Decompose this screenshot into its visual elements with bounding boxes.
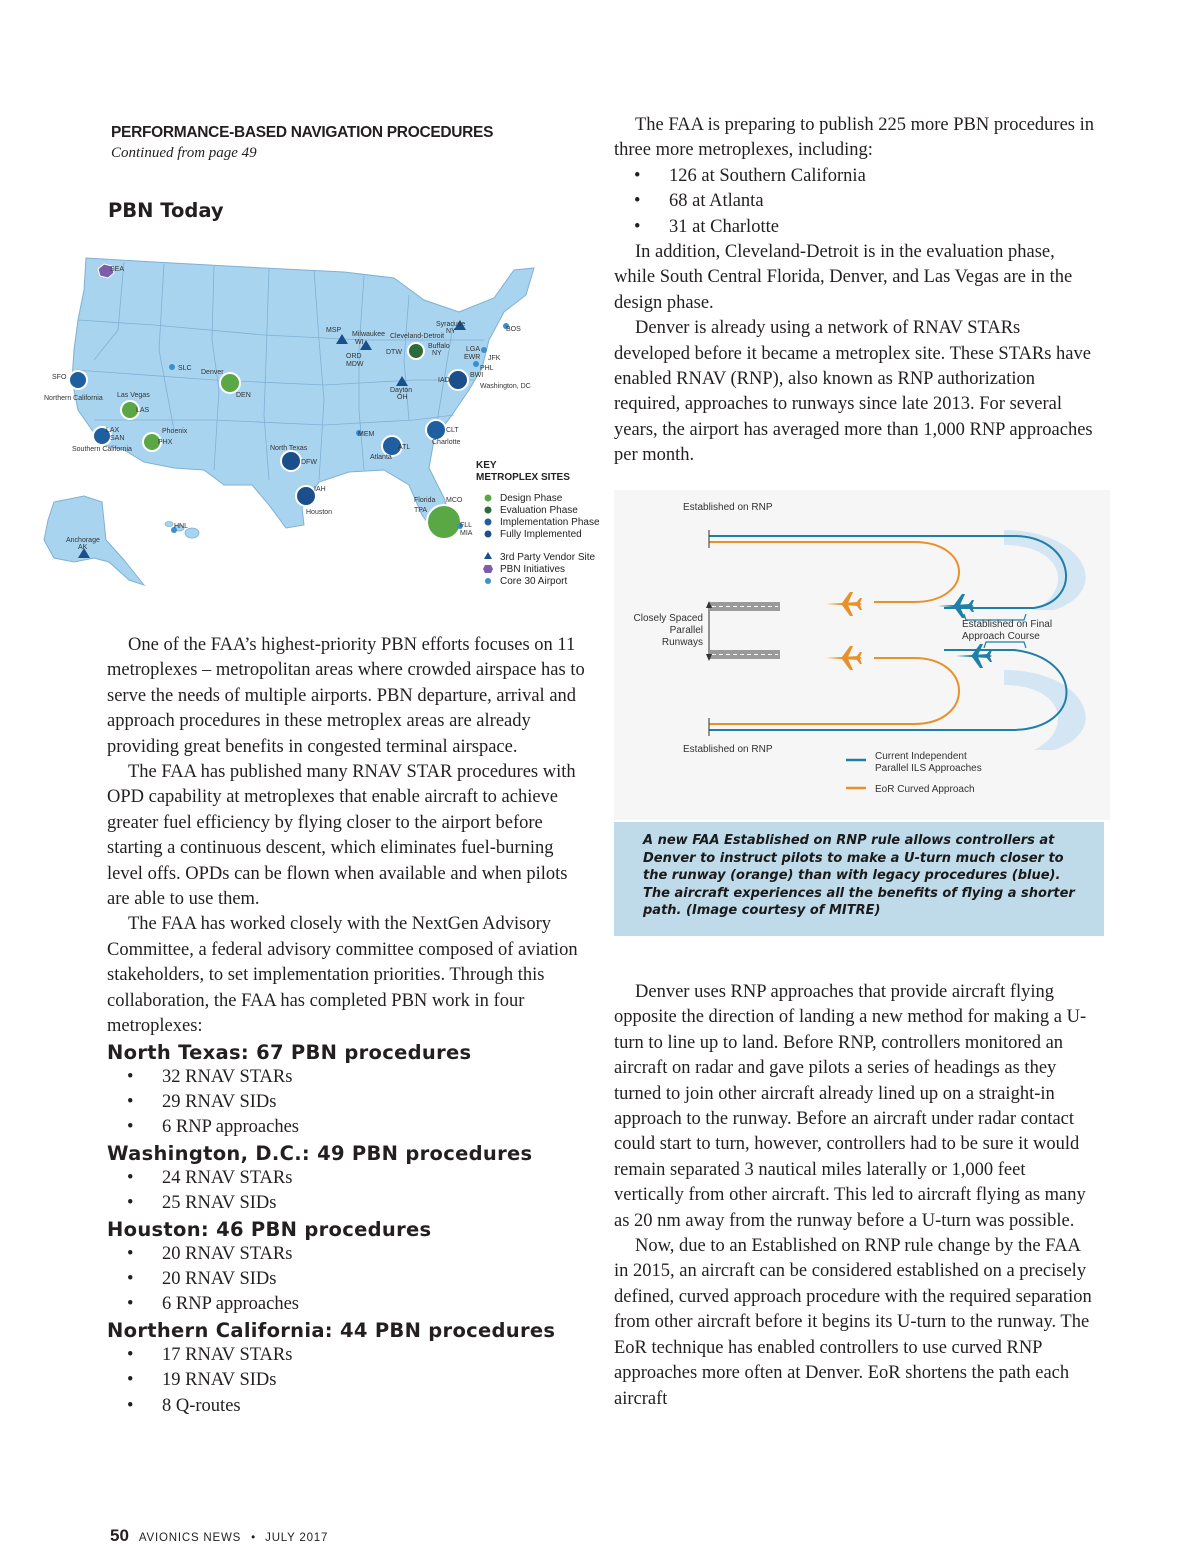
paragraph: In addition, Cleveland-Detroit is in the evaluation phase, while South Central Florida, Denver, and Las Vegas are in the design phase.: [614, 242, 1073, 313]
svg-text:MCO: MCO: [446, 497, 463, 504]
final-label-2: Approach Course: [962, 631, 1040, 642]
svg-text:JFK: JFK: [488, 355, 501, 362]
svg-text:SFO: SFO: [52, 374, 67, 381]
svg-text:Las Vegas: Las Vegas: [117, 392, 150, 399]
svg-text:Southern California: Southern California: [72, 446, 132, 453]
svg-text:AK: AK: [78, 544, 88, 551]
svg-text:Houston: Houston: [306, 509, 333, 516]
metroplex-norcal: [69, 371, 87, 389]
legend-vendor-site: [484, 552, 595, 563]
svg-text:MDW: MDW: [346, 361, 364, 368]
issue-date: JULY 2017: [265, 1532, 329, 1544]
core30-slc: [169, 364, 175, 370]
list-item: • 29 RNAV SIDs: [107, 1090, 585, 1115]
list-item: • 31 at Charlotte: [614, 215, 1094, 240]
legend-implementation-phase: [485, 517, 600, 528]
final-label-1: Established on Final: [962, 619, 1053, 630]
legend-pbn-initiatives: [483, 564, 565, 575]
metroplex-list: [614, 164, 1094, 240]
metroplex-den: [220, 373, 240, 393]
svg-text:MSP: MSP: [326, 327, 342, 334]
svg-text:Washington, DC: Washington, DC: [480, 383, 531, 390]
svg-text:CLT: CLT: [446, 427, 459, 434]
publication-name: AVIONICS NEWS: [138, 1532, 242, 1544]
list-item: • 19 RNAV SIDs: [107, 1368, 585, 1393]
svg-text:METROPLEX SITES: METROPLEX SITES: [476, 472, 570, 483]
metroplex-iah: [296, 486, 316, 506]
legend-blue-label-1: Current Independent: [875, 751, 967, 762]
map-key: [476, 460, 600, 587]
list-item: • 126 at Southern California: [614, 164, 1094, 189]
metroplex-dc: [448, 370, 468, 390]
metroplex-dfw: [281, 451, 301, 471]
svg-text:SAN: SAN: [110, 435, 125, 442]
svg-text:IAD: IAD: [438, 377, 450, 384]
svg-text:Anchorage: Anchorage: [66, 537, 100, 544]
section-kicker: PERFORMANCE-BASED NAVIGATION PROCEDURES: [111, 124, 494, 141]
group-heading-northern-california: Northern California: 44 PBN procedures: [107, 1318, 556, 1342]
svg-text:Northern California: Northern California: [44, 395, 103, 402]
svg-text:MIA: MIA: [460, 530, 473, 537]
core30-jfk: [481, 347, 487, 353]
paragraph: The FAA has worked closely with the NextGen Advisory Committee, a federal advisory committee composed of aviation stakeholders, to set implementation priorities. Through this collaboration, the FAA has completed PBN work in four metroplexes:: [107, 914, 578, 1037]
legend-orange-label: EoR Curved Approach: [875, 784, 975, 795]
paragraph: The FAA is preparing to publish 225 more PBN procedures in three more metroplexes, including:: [614, 115, 1095, 161]
list-item: • 6 RNP approaches: [107, 1292, 585, 1317]
legend-design-phase: [485, 493, 563, 504]
houston-list: [107, 1242, 585, 1318]
svg-text:Fully Implemented: Fully Implemented: [500, 529, 582, 540]
left-column-text: [107, 633, 585, 1419]
paragraph: Denver uses RNP approaches that provide aircraft flying opposite the direction of landing a new method for making a U-turn to line up to land. Before RNP, controllers monitored an aircraft on radar and gave pilots a series of headings as they turned to join other aircraft already lined up on a straight-in approach to the runway. Before an aircraft under radar contact could start to turn, however, controllers had to be sure it would remain separated 3 nautical miles laterally or 1,000 feet vertically from other aircraft. This led to aircraft flying as many as 20 nm away from the runway before a U-turn was possible.: [614, 982, 1087, 1231]
svg-text:Florida: Florida: [414, 497, 436, 504]
svg-text:KEY: KEY: [476, 460, 497, 471]
svg-text:Milwaukee: Milwaukee: [352, 331, 386, 338]
group-heading-washington: Washington, D.C.: 49 PBN procedures: [107, 1141, 533, 1165]
metroplex-clt: [426, 420, 446, 440]
established-bottom-label: Established on RNP: [683, 744, 773, 755]
svg-text:BOS: BOS: [506, 326, 521, 333]
svg-text:PBN Initiatives: PBN Initiatives: [500, 564, 566, 575]
svg-text:NY: NY: [446, 328, 456, 335]
svg-text:Denver: Denver: [201, 369, 224, 376]
figure-caption: A new FAA Established on RNP rule allows controllers at Denver to instruct pilots to make a U-turn much closer to the runway (orange) than with legacy procedures (blue). The aircraft experiences all the benefits of flying a shorter path. (Image courtesy of MITRE): [614, 822, 1104, 936]
washington-list: [107, 1166, 585, 1217]
page-number: 50: [110, 1526, 129, 1545]
svg-text:DFW: DFW: [301, 459, 317, 466]
group-heading-north-texas: North Texas: 67 PBN procedures: [107, 1040, 472, 1064]
group-heading-houston: Houston: 46 PBN procedures: [107, 1217, 432, 1241]
legend-fully-implemented: [485, 529, 582, 540]
northern-california-list: [107, 1343, 585, 1419]
closely-label-3: Runways: [661, 637, 703, 648]
metroplex-cle-det: [408, 343, 424, 359]
legend-blue-label-2: Parallel ILS Approaches: [875, 763, 982, 774]
eor-approach-diagram: [614, 490, 1110, 820]
list-item: • 17 RNAV STARs: [107, 1343, 585, 1368]
svg-text:Design Phase: Design Phase: [500, 493, 563, 504]
svg-text:WI: WI: [355, 339, 364, 346]
svg-text:Charlotte: Charlotte: [432, 439, 461, 446]
list-item: • 68 at Atlanta: [614, 189, 1094, 214]
svg-text:ORD: ORD: [346, 353, 362, 360]
closely-label-2: Parallel: [669, 625, 703, 636]
legend-evaluation-phase: [485, 505, 579, 516]
paragraph: Now, due to an Established on RNP rule change by the FAA in 2015, an aircraft can be considered established on a precisely defined, curved approach procedure with the required separation from other aircraft before it begins its U-turn to the runway. The EoR technique has enabled controllers to use curved RNP approaches more often at Denver. EoR shortens the path each aircraft: [614, 1236, 1092, 1409]
svg-text:Evaluation Phase: Evaluation Phase: [500, 505, 578, 516]
svg-text:LAX: LAX: [106, 427, 120, 434]
svg-text:Cleveland-Detroit: Cleveland-Detroit: [390, 333, 445, 340]
svg-text:MEM: MEM: [358, 431, 375, 438]
svg-text:BWI: BWI: [470, 372, 484, 379]
svg-text:Buffalo: Buffalo: [428, 343, 450, 350]
svg-text:3rd Party Vendor Site: 3rd Party Vendor Site: [500, 552, 596, 563]
continued-note: Continued from page 49: [111, 145, 257, 161]
right-column-bottom-text: [614, 980, 1094, 1412]
list-item: • 24 RNAV STARs: [107, 1166, 585, 1191]
closely-label-1: Closely Spaced: [633, 613, 703, 624]
paragraph: The FAA has published many RNAV STAR procedures with OPD capability at metroplexes that enable aircraft to achieve greater fuel efficiency by flying closer to the airport before starting a continuous descent, which eliminates fuel-burning level offs. OPDs can be flown when available and when pilots are able to use them.: [107, 762, 576, 910]
svg-text:NY: NY: [432, 350, 442, 357]
svg-text:SEA: SEA: [110, 266, 125, 273]
svg-text:DEN: DEN: [236, 392, 251, 399]
svg-text:Dayton: Dayton: [390, 387, 413, 394]
svg-text:PHX: PHX: [158, 439, 173, 446]
svg-text:LAS: LAS: [136, 407, 150, 414]
svg-text:FLL: FLL: [460, 522, 473, 529]
svg-text:OH: OH: [397, 394, 408, 401]
right-column-top-text: [614, 113, 1094, 469]
svg-text:Syracuse: Syracuse: [436, 321, 466, 328]
svg-text:PHL: PHL: [480, 365, 494, 372]
footer-separator: •: [251, 1532, 256, 1544]
svg-text:SLC: SLC: [178, 365, 192, 372]
legend-core30: [485, 576, 567, 587]
list-item: • 32 RNAV STARs: [107, 1065, 585, 1090]
svg-text:LGA: LGA: [466, 346, 481, 353]
svg-text:EWR: EWR: [464, 354, 481, 361]
paragraph: One of the FAA’s highest-priority PBN efforts focuses on 11 metroplexes – metropolitan areas where crowded airspace has to serve the needs of multiple airports. PBN departure, arrival and approach procedures in these metroplex areas are already providing great benefits in congested terminal airspace.: [107, 635, 585, 757]
svg-text:Core 30 Airport: Core 30 Airport: [500, 576, 568, 587]
paragraph: Denver is already using a network of RNAV STARs developed before it became a metroplex site. These STARs have enabled RNAV (RNP), also known as RNP authorization required, approaches to runways since late 2013. For several years, the airport has averaged more than 1,000 RNP approaches per month.: [614, 318, 1093, 466]
svg-text:Phoenix: Phoenix: [162, 428, 188, 435]
list-item: • 20 RNAV SIDs: [107, 1267, 585, 1292]
svg-text:Atlanta: Atlanta: [370, 454, 392, 461]
metroplex-florida: [427, 505, 461, 539]
svg-text:TPA: TPA: [414, 507, 428, 514]
list-item: • 25 RNAV SIDs: [107, 1191, 585, 1216]
page-footer: [110, 1526, 328, 1546]
svg-text:ATL: ATL: [398, 444, 411, 451]
us-metroplex-map: [14, 240, 604, 600]
svg-text:IAH: IAH: [314, 486, 326, 493]
core30-phl: [473, 361, 479, 367]
svg-text:Implementation Phase: Implementation Phase: [500, 517, 600, 528]
svg-text:DTW: DTW: [386, 349, 402, 356]
section-title: PBN Today: [108, 199, 224, 222]
north-texas-list: [107, 1065, 585, 1141]
svg-text:HNL: HNL: [174, 523, 189, 530]
list-item: • 8 Q-routes: [107, 1394, 585, 1419]
list-item: • 6 RNP approaches: [107, 1115, 585, 1140]
svg-text:North Texas: North Texas: [270, 445, 308, 452]
established-top-label: Established on RNP: [683, 502, 773, 513]
list-item: • 20 RNAV STARs: [107, 1242, 585, 1267]
